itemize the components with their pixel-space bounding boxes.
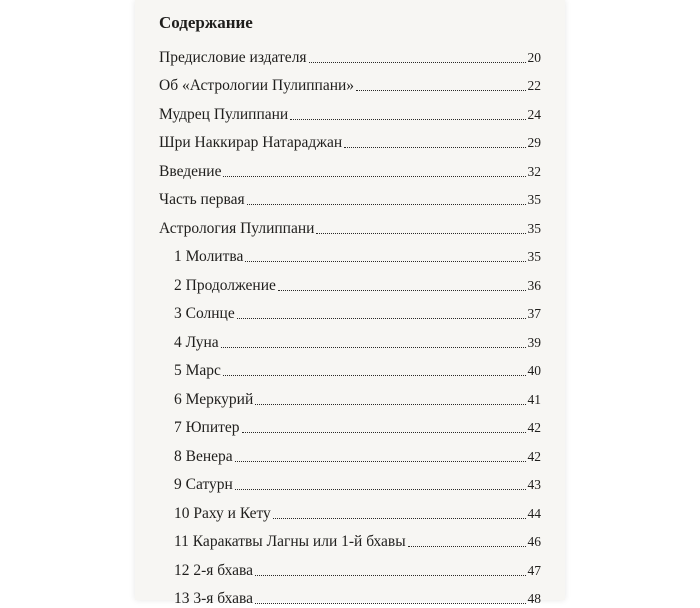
dot-leader bbox=[344, 147, 525, 148]
dot-leader bbox=[235, 489, 526, 490]
dot-leader bbox=[245, 261, 525, 262]
dot-leader bbox=[223, 176, 525, 177]
toc-entry-label: 8 Венера bbox=[159, 448, 233, 466]
toc-entry bbox=[159, 466, 541, 495]
toc-entry-page-number: 32 bbox=[528, 163, 542, 181]
toc-entry-label: Предисловие издателя bbox=[159, 49, 307, 67]
toc-entry-label: 3 Солнце bbox=[159, 305, 235, 323]
toc-entry-page-number: 29 bbox=[528, 134, 542, 152]
toc-entry bbox=[159, 152, 541, 181]
dot-leader bbox=[235, 461, 526, 462]
toc-entry-page-number: 40 bbox=[528, 362, 542, 380]
dot-leader bbox=[242, 432, 526, 433]
dot-leader bbox=[237, 318, 526, 319]
toc-entry bbox=[159, 437, 541, 466]
dot-leader bbox=[278, 290, 526, 291]
toc-entry-page-number: 44 bbox=[528, 505, 542, 523]
toc-entry-page-number: 20 bbox=[528, 49, 542, 67]
dot-leader bbox=[247, 204, 526, 205]
toc-entry-label: Шри Наккирар Натараджан bbox=[159, 134, 342, 152]
toc-entry-page-number: 22 bbox=[528, 77, 542, 95]
book-page bbox=[135, 0, 565, 600]
toc-entry-label: Об «Астрологии Пулиппани» bbox=[159, 77, 354, 95]
dot-leader bbox=[223, 375, 526, 376]
toc-entry-label: Часть первая bbox=[159, 191, 245, 209]
toc-list bbox=[159, 38, 541, 608]
toc-entry bbox=[159, 494, 541, 523]
toc-entry-page-number: 42 bbox=[528, 419, 542, 437]
toc-entry bbox=[159, 238, 541, 267]
dot-leader bbox=[273, 518, 526, 519]
toc-entry bbox=[159, 523, 541, 552]
toc-entry bbox=[159, 209, 541, 238]
toc-entry bbox=[159, 409, 541, 438]
toc-entry-page-number: 43 bbox=[528, 476, 542, 494]
toc-entry-label: 13 3-я бхава bbox=[159, 590, 253, 608]
toc-entry-label: 4 Луна bbox=[159, 334, 219, 352]
toc-entry-label: Мудрец Пулиппани bbox=[159, 106, 288, 124]
toc-entry-page-number: 46 bbox=[528, 533, 542, 551]
dot-leader bbox=[316, 233, 525, 234]
dot-leader bbox=[255, 603, 525, 604]
toc-entry-label: 7 Юпитер bbox=[159, 419, 240, 437]
toc-entry bbox=[159, 551, 541, 580]
toc-entry-label: Астрология Пулиппани bbox=[159, 220, 314, 238]
toc-entry bbox=[159, 124, 541, 153]
dot-leader bbox=[356, 90, 525, 91]
toc-entry-label: 1 Молитва bbox=[159, 248, 243, 266]
toc-entry bbox=[159, 181, 541, 210]
toc-entry bbox=[159, 95, 541, 124]
toc-entry-label: 12 2-я бхава bbox=[159, 562, 253, 580]
toc-entry bbox=[159, 295, 541, 324]
toc-entry-page-number: 36 bbox=[528, 277, 542, 295]
toc-title: Содержание bbox=[159, 12, 541, 34]
toc-entry-page-number: 24 bbox=[528, 106, 542, 124]
toc-entry-page-number: 48 bbox=[528, 590, 542, 608]
toc-entry bbox=[159, 38, 541, 67]
dot-leader bbox=[290, 119, 525, 120]
toc-entry bbox=[159, 580, 541, 608]
toc-entry bbox=[159, 67, 541, 96]
toc-entry-page-number: 35 bbox=[528, 220, 542, 238]
toc-entry-label: 6 Меркурий bbox=[159, 391, 253, 409]
toc-entry-label: 11 Каракатвы Лагны или 1-й бхавы bbox=[159, 533, 406, 551]
toc-entry-label: 9 Сатурн bbox=[159, 476, 233, 494]
toc-entry-page-number: 35 bbox=[528, 248, 542, 266]
toc-entry bbox=[159, 323, 541, 352]
dot-leader bbox=[408, 546, 526, 547]
dot-leader bbox=[255, 575, 525, 576]
toc-entry-page-number: 41 bbox=[528, 391, 542, 409]
table-of-contents bbox=[159, 12, 541, 608]
toc-entry bbox=[159, 380, 541, 409]
dot-leader bbox=[309, 62, 526, 63]
toc-entry-label: Введение bbox=[159, 163, 221, 181]
toc-entry-page-number: 35 bbox=[528, 191, 542, 209]
toc-entry bbox=[159, 266, 541, 295]
dot-leader bbox=[221, 347, 526, 348]
toc-entry-page-number: 42 bbox=[528, 448, 542, 466]
toc-entry-page-number: 39 bbox=[528, 334, 542, 352]
toc-entry-page-number: 47 bbox=[528, 562, 542, 580]
toc-entry bbox=[159, 352, 541, 381]
toc-entry-label: 5 Марс bbox=[159, 362, 221, 380]
toc-entry-label: 10 Раху и Кету bbox=[159, 505, 271, 523]
toc-entry-label: 2 Продолжение bbox=[159, 277, 276, 295]
dot-leader bbox=[255, 404, 525, 405]
toc-entry-page-number: 37 bbox=[528, 305, 542, 323]
